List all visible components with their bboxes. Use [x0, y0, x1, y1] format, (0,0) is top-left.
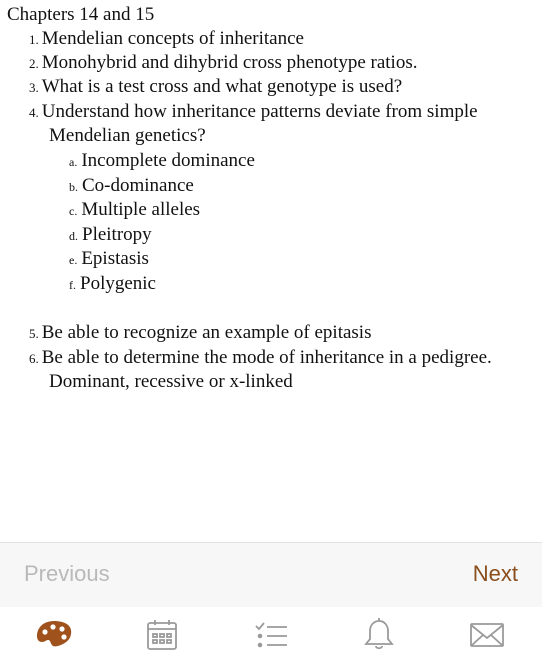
- sub-list-item-text: Pleitropy: [82, 224, 152, 245]
- tab-calendar[interactable]: [142, 615, 182, 655]
- page-navigation-bar: [0, 542, 542, 608]
- sub-list-item-letter: c.: [69, 204, 78, 218]
- sub-list-item-text: Polygenic: [80, 273, 156, 294]
- list-item-text: Monohybrid and dihybrid cross phenotype ratios.: [41, 52, 418, 73]
- bell-icon: [359, 615, 399, 655]
- list-item-number: 6.: [29, 351, 39, 366]
- list-icon: [251, 615, 291, 655]
- tab-mail[interactable]: [467, 615, 507, 655]
- sub-list-item-letter: f.: [69, 278, 76, 292]
- list-item-text: Be able to determine the mode of inheritance in a pedigree.: [41, 347, 492, 368]
- sub-list-item: [69, 174, 194, 199]
- list-item-number: 4.: [29, 105, 39, 120]
- document-title: Chapters 14 and 15: [7, 4, 155, 25]
- tab-palette[interactable]: [34, 615, 74, 655]
- list-item-text: What is a test cross and what genotype is used?: [41, 76, 403, 97]
- sub-list-item-text: Co-dominance: [82, 175, 194, 196]
- sub-list-item-text: Multiple alleles: [81, 199, 201, 220]
- sub-list-item-letter: b.: [69, 180, 78, 194]
- sub-list-item-letter: e.: [69, 253, 78, 267]
- sub-list-item: [69, 223, 152, 248]
- list-item-text: Understand how inheritance patterns deviate from simple: [41, 101, 478, 122]
- sub-list-item-letter: a.: [69, 155, 78, 169]
- list-item-number: 3.: [29, 80, 39, 95]
- list-item-continuation: Mendelian genetics?: [49, 125, 206, 146]
- list-item: [29, 75, 402, 100]
- calendar-icon: [142, 615, 182, 655]
- list-item-text: Mendelian concepts of inheritance: [41, 28, 304, 49]
- list-item-number: 2.: [29, 56, 39, 71]
- mail-icon: [467, 615, 507, 655]
- list-item: [29, 346, 492, 371]
- sub-list-item-letter: d.: [69, 229, 78, 243]
- sub-list-item-text: Epistasis: [81, 248, 149, 269]
- list-item-number: 5.: [29, 326, 39, 341]
- tab-list[interactable]: [251, 615, 291, 655]
- previous-button[interactable]: Previous: [24, 561, 110, 586]
- list-item: [29, 27, 304, 52]
- sub-list-item: [69, 272, 156, 297]
- list-item: [29, 100, 478, 125]
- list-item: [29, 321, 371, 346]
- sub-list-item: [69, 247, 149, 272]
- palette-icon: [34, 615, 74, 655]
- bottom-tab-bar: [0, 607, 542, 662]
- next-button[interactable]: Next: [472, 561, 518, 586]
- sub-list-item-text: Incomplete dominance: [81, 150, 255, 171]
- list-item-number: 1.: [29, 32, 39, 47]
- list-item-text: Be able to recognize an example of epitasis: [41, 322, 372, 343]
- sub-list-item: [69, 198, 200, 223]
- list-item-continuation: Dominant, recessive or x-linked: [49, 371, 293, 392]
- list-item: [29, 51, 417, 76]
- tab-notifications[interactable]: [359, 615, 399, 655]
- sub-list-item: [69, 149, 255, 174]
